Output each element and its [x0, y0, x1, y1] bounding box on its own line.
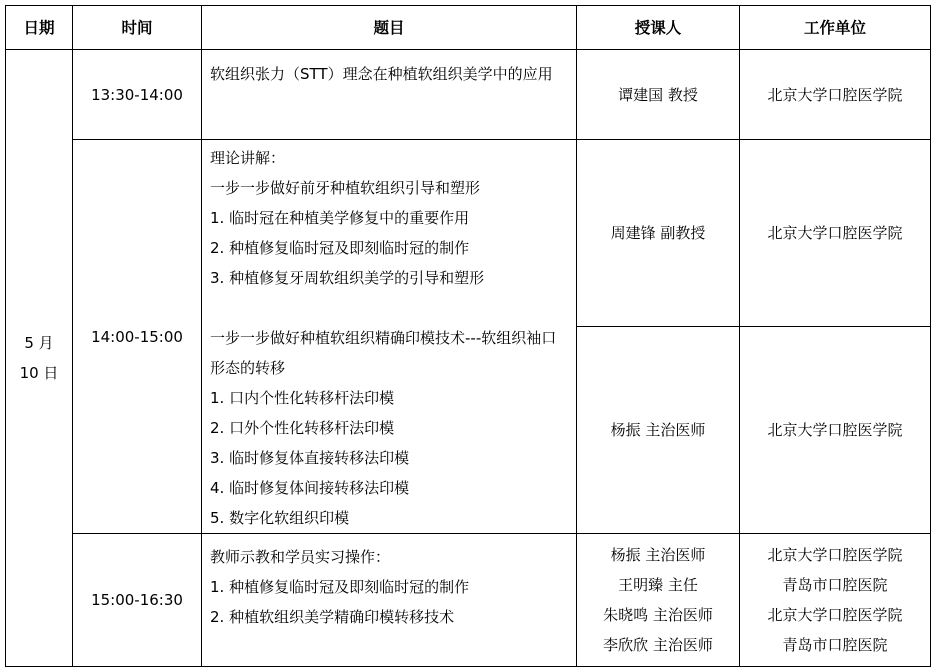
- session-instructor: [577, 534, 740, 667]
- topic-spacer: [210, 293, 570, 323]
- header-topic: 题目: [202, 6, 577, 50]
- date-cell: [6, 50, 73, 667]
- topic-line: 5. 数字化软组织印模: [210, 509, 350, 527]
- session-topic: [202, 534, 577, 667]
- topic-subtitle: 一步一步做好种植软组织精确印模技术---软组织袖口形态的转移: [210, 329, 557, 377]
- session-institution: [740, 534, 931, 667]
- session-institution: 北京大学口腔医学院: [740, 50, 931, 140]
- session-topic: [202, 140, 577, 534]
- topic-line: 3. 种植修复牙周软组织美学的引导和塑形: [210, 269, 485, 287]
- session-instructor: 杨振 主治医师: [577, 326, 740, 533]
- topic-line: 2. 口外个性化转移杆法印模: [210, 419, 395, 437]
- instructor-name: 朱晓鸣 主治医师: [603, 606, 713, 624]
- session-instructor: 周建锋 副教授: [577, 140, 740, 327]
- topic-line: 4. 临时修复体间接转移法印模: [210, 479, 410, 497]
- date-month: 5 月: [24, 334, 54, 352]
- session-time: 14:00-15:00: [73, 140, 202, 534]
- session-institution: 北京大学口腔医学院: [740, 140, 931, 327]
- topic-line: 3. 临时修复体直接转移法印模: [210, 449, 410, 467]
- session-instructor: 谭建国 教授: [577, 50, 740, 140]
- topic-line: 理论讲解：: [210, 149, 286, 167]
- date-day: 10 日: [19, 364, 59, 382]
- instructor-name: 杨振 主治医师: [610, 546, 706, 564]
- topic-line: 1. 种植修复临时冠及即刻临时冠的制作: [210, 578, 470, 596]
- topic-line: 1. 临时冠在种植美学修复中的重要作用: [210, 209, 470, 227]
- session-time: 15:00-16:30: [73, 534, 202, 667]
- header-instructor: 授课人: [577, 6, 740, 50]
- session-institution: 北京大学口腔医学院: [740, 326, 931, 533]
- topic-text: 软组织张力（STT）理念在种植软组织美学中的应用: [210, 65, 553, 83]
- table-row: [6, 50, 931, 140]
- header-row: [6, 6, 931, 50]
- institution-name: 青岛市口腔医院: [782, 576, 888, 594]
- header-institution: 工作单位: [740, 6, 931, 50]
- institution-name: 北京大学口腔医学院: [767, 606, 903, 624]
- session-topic: [202, 50, 577, 140]
- table-row: [6, 534, 931, 667]
- institution-name: 青岛市口腔医院: [782, 636, 888, 654]
- topic-line: 教师示教和学员实习操作：: [210, 548, 391, 566]
- instructor-name: 李欣欣 主治医师: [603, 636, 713, 654]
- topic-line: 2. 种植修复临时冠及即刻临时冠的制作: [210, 239, 470, 257]
- topic-line: 2. 种植软组织美学精确印模转移技术: [210, 608, 455, 626]
- topic-line: 一步一步做好前牙种植软组织引导和塑形: [210, 179, 481, 197]
- institution-name: 北京大学口腔医学院: [767, 546, 903, 564]
- header-time: 时间: [73, 6, 202, 50]
- table-row: [6, 140, 931, 327]
- topic-line: 1. 口内个性化转移杆法印模: [210, 389, 395, 407]
- schedule-table: [5, 5, 931, 667]
- session-time: 13:30-14:00: [73, 50, 202, 140]
- header-date: 日期: [6, 6, 73, 50]
- instructor-name: 王明臻 主任: [618, 576, 698, 594]
